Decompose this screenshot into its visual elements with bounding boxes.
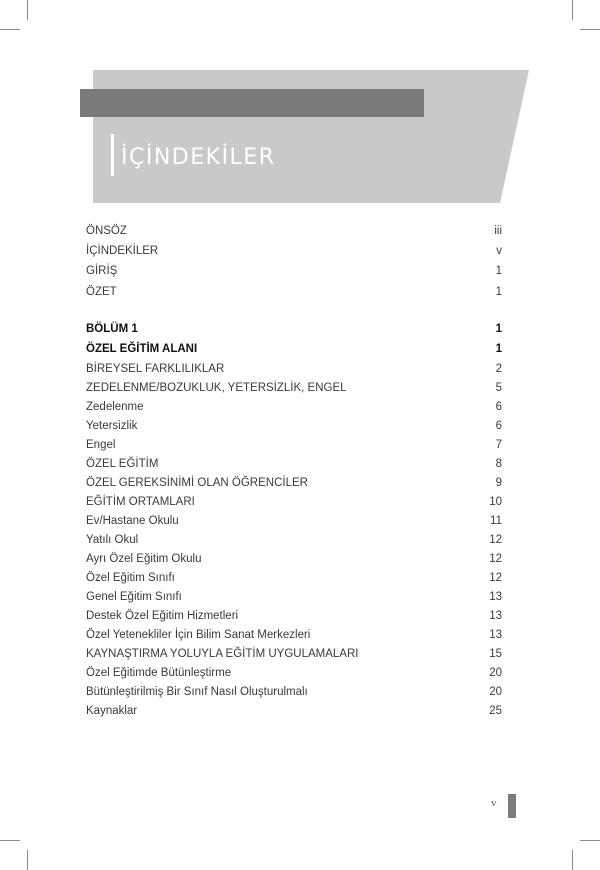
toc-entry — [86, 609, 502, 623]
toc-entry — [86, 362, 502, 376]
toc-entry — [86, 419, 502, 433]
banner-dark-strip — [80, 89, 424, 117]
toc-entry — [86, 495, 502, 509]
toc-entry-title: ÖZEL EĞİTİM ALANI — [86, 343, 198, 355]
toc-entry-title: BİREYSEL FARKLILIKLAR — [86, 363, 225, 375]
toc-entry — [86, 571, 502, 585]
toc-entry-page: 7 — [495, 439, 502, 451]
toc-entry-page: 1 — [495, 286, 502, 298]
toc-entry-page: 10 — [489, 496, 502, 508]
toc-entry-title: GİRİŞ — [86, 265, 118, 277]
toc-entry-title: Destek Özel Eğitim Hizmetleri — [86, 610, 239, 622]
toc-entry-title: ÖNSÖZ — [86, 225, 127, 237]
toc-entry-title: ÖZEL GEREKSİNİMİ OLAN ÖĞRENCİLER — [86, 477, 308, 489]
header-banner — [0, 0, 600, 210]
toc-entry-title: Ayrı Özel Eğitim Okulu — [86, 553, 202, 565]
page-title: İÇİNDEKİLER — [121, 145, 276, 170]
toc-entry-page: 1 — [495, 343, 502, 355]
toc-entry — [86, 590, 502, 604]
toc-entry — [86, 514, 502, 528]
toc-entry-page: 1 — [495, 323, 502, 335]
toc-entry — [86, 264, 502, 278]
toc-entry — [86, 322, 502, 336]
toc-entry-page: 1 — [495, 265, 502, 277]
toc-entry-title: Zedelenme — [86, 401, 144, 413]
toc-entry-title: Özel Eğitimde Bütünleştirme — [86, 667, 232, 679]
toc-entry — [86, 647, 502, 661]
toc-entry-page: 12 — [489, 534, 502, 546]
crop-mark-bottom-right-horizontal — [580, 840, 600, 841]
toc-entry-title: Ev/Hastane Okulu — [86, 515, 179, 527]
toc-entry — [86, 342, 502, 356]
crop-mark-bottom-left-horizontal — [0, 840, 20, 841]
toc-entry — [86, 552, 502, 566]
toc-entry-title: İÇİNDEKİLER — [86, 245, 159, 257]
toc-entry-page: 25 — [489, 705, 502, 717]
crop-mark-bottom-left-vertical — [27, 850, 28, 870]
toc-entry — [86, 457, 502, 471]
toc-entry-page: iii — [494, 225, 502, 237]
toc-entry — [86, 285, 502, 299]
title-accent-bar — [111, 134, 114, 176]
toc-entry-page: 15 — [489, 648, 502, 660]
toc-entry-title: ZEDELENME/BOZUKLUK, YETERSİZLİK, ENGEL — [86, 382, 347, 394]
toc-entry-page: 20 — [489, 667, 502, 679]
toc-entry — [86, 628, 502, 642]
toc-entry — [86, 224, 502, 238]
page-number: v — [491, 797, 497, 809]
toc-entry-page: 20 — [489, 686, 502, 698]
toc-entry-title: Engel — [86, 439, 116, 451]
toc-entry — [86, 685, 502, 699]
toc-entry-title: ÖZET — [86, 286, 117, 298]
toc-entry-title: Yatılı Okul — [86, 534, 139, 546]
toc-entry-page: 11 — [490, 515, 502, 527]
toc-entry — [86, 533, 502, 547]
toc-entry — [86, 381, 502, 395]
toc-entry-title: Yetersizlik — [86, 420, 138, 432]
toc-entry-title: Özel Eğitim Sınıfı — [86, 572, 175, 584]
crop-mark-bottom-right-vertical — [572, 850, 573, 870]
toc-entry — [86, 476, 502, 490]
toc-entry-page: 12 — [489, 572, 502, 584]
toc-entry-page: 5 — [495, 382, 502, 394]
toc-entry-page: v — [496, 245, 502, 257]
toc-entry-page: 13 — [489, 591, 502, 603]
toc-entry — [86, 438, 502, 452]
toc-entry-page: 13 — [489, 629, 502, 641]
toc-entry-page: 2 — [495, 363, 502, 375]
toc-entry-title: Kaynaklar — [86, 705, 138, 717]
toc-entry-title: EĞİTİM ORTAMLARI — [86, 496, 195, 508]
toc-entry-page: 12 — [489, 553, 502, 565]
page-number-bar — [508, 794, 516, 818]
toc-entry-page: 8 — [495, 458, 502, 470]
toc-entry — [86, 400, 502, 414]
toc-entry-page: 13 — [489, 610, 502, 622]
toc-entry-title: Bütünleştirilmiş Bir Sınıf Nasıl Oluşturulmalı — [86, 686, 308, 698]
toc-entry-title: KAYNAŞTIRMA YOLUYLA EĞİTİM UYGULAMALARI — [86, 648, 359, 660]
toc-entry-title: Genel Eğitim Sınıfı — [86, 591, 182, 603]
toc-entry-page: 6 — [495, 420, 502, 432]
toc-entry — [86, 666, 502, 680]
toc-entry-title: Özel Yetenekliler İçin Bilim Sanat Merkezleri — [86, 629, 311, 641]
toc-entry-page: 9 — [495, 477, 502, 489]
toc-entry-title: ÖZEL EĞİTİM — [86, 458, 159, 470]
toc-entry — [86, 704, 502, 718]
toc-entry — [86, 244, 502, 258]
toc-entry-title: BÖLÜM 1 — [86, 323, 138, 335]
toc-entry-page: 6 — [495, 401, 502, 413]
